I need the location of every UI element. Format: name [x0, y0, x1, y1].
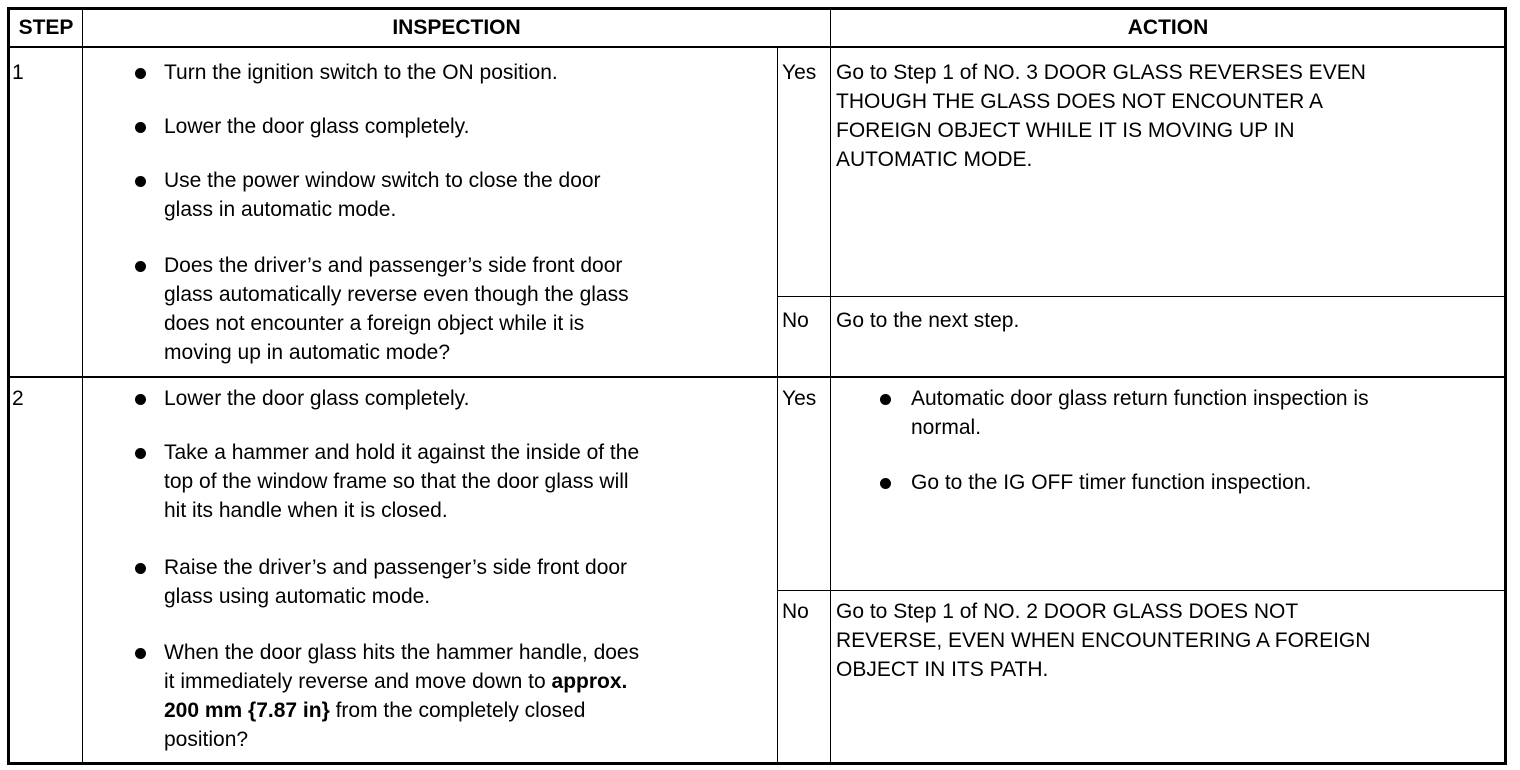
inspection-text: it immediately reverse and move down to [164, 670, 552, 693]
col-divider-yesno-row2 [777, 378, 778, 763]
inspection-item: When the door glass hits the hammer handle, does [164, 641, 640, 664]
action-line: Go to Step 1 of NO. 3 DOOR GLASS REVERSES EVEN [836, 61, 1366, 84]
inspection-item: Lower the door glass completely. [164, 115, 470, 138]
inspection-item: glass automatically reverse even though the glass [164, 283, 629, 306]
action-line: REVERSE, EVEN WHEN ENCOUNTERING A FOREIGN [836, 629, 1371, 652]
bullet-icon [135, 448, 146, 459]
inspection-item-line [164, 668, 627, 697]
inspection-item-line: position? [164, 728, 249, 751]
row1-no-label: No [782, 309, 809, 332]
inspection-item-line [164, 697, 585, 726]
bullet-icon [135, 176, 146, 187]
inspection-item: Does the driver’s and passenger’s side front door [164, 254, 623, 277]
inspection-item: does not encounter a foreign object while it is [164, 312, 585, 335]
row-divider [9, 376, 1505, 378]
inspection-item: Take a hammer and hold it against the inside of the [164, 441, 640, 464]
header-step: STEP [18, 16, 74, 39]
bullet-icon [880, 478, 891, 489]
action-line: OBJECT IN ITS PATH. [836, 658, 1049, 681]
inspection-text: from the completely closed [329, 699, 586, 722]
row2-yes-no-divider [777, 590, 1505, 591]
bullet-icon [135, 563, 146, 574]
inspection-item: glass using automatic mode. [164, 585, 431, 608]
bullet-icon [880, 394, 891, 405]
action-line: THOUGH THE GLASS DOES NOT ENCOUNTER A [836, 90, 1323, 113]
bullet-icon [135, 394, 146, 405]
inspection-item: Use the power window switch to close the door [164, 169, 601, 192]
inspection-bold-text: 200 mm {7.87 in} [164, 699, 330, 722]
bullet-icon [135, 122, 146, 133]
action-line: normal. [911, 416, 982, 439]
step-number-1: 1 [12, 61, 24, 84]
action-line: Go to the IG OFF timer function inspection. [911, 471, 1312, 494]
row2-yes-label: Yes [782, 387, 817, 410]
inspection-item: Turn the ignition switch to the ON position. [164, 61, 558, 84]
action-line: Go to Step 1 of NO. 2 DOOR GLASS DOES NOT [836, 600, 1299, 623]
col-divider-inspection [830, 9, 831, 763]
action-line: FOREIGN OBJECT WHILE IT IS MOVING UP IN [836, 119, 1295, 142]
bullet-icon [135, 261, 146, 272]
col-divider-yesno-row1 [777, 48, 778, 376]
col-divider-step [82, 9, 83, 763]
action-line: AUTOMATIC MODE. [836, 148, 1033, 171]
row1-no-action: Go to the next step. [836, 309, 1020, 332]
row1-yes-label: Yes [782, 61, 817, 84]
inspection-item: hit its handle when it is closed. [164, 499, 448, 522]
row2-no-label: No [782, 600, 809, 623]
row1-yes-no-divider [777, 296, 1505, 297]
header-action: ACTION [1127, 16, 1209, 39]
bullet-icon [135, 68, 146, 79]
action-line: Automatic door glass return function inspection is [911, 387, 1369, 410]
bullet-icon [135, 648, 146, 659]
step-number-2: 2 [12, 387, 24, 410]
header-divider [9, 46, 1505, 48]
inspection-item: Lower the door glass completely. [164, 387, 470, 410]
inspection-bold-text: approx. [551, 670, 628, 693]
inspection-item: glass in automatic mode. [164, 198, 397, 221]
inspection-item: moving up in automatic mode? [164, 341, 450, 364]
inspection-item: top of the window frame so that the door glass will [164, 470, 629, 493]
inspection-item: Raise the driver’s and passenger’s side front door [164, 556, 628, 579]
header-inspection: INSPECTION [392, 16, 521, 39]
